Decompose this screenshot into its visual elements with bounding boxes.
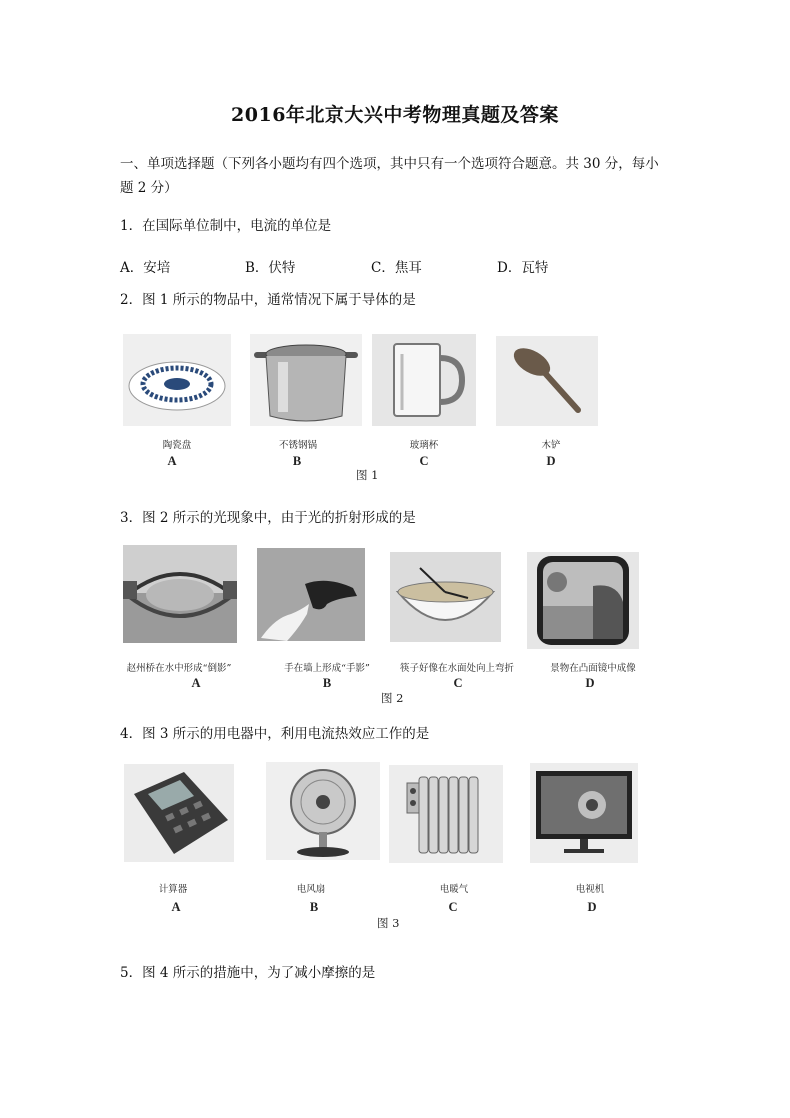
q5-stem: 5．图 4 所示的措施中，为了减小摩擦的是 — [120, 965, 376, 981]
television-image — [530, 763, 638, 863]
chopsticks-bowl-image — [390, 552, 501, 642]
q4-letter-b: B — [309, 900, 319, 914]
oil-heater-image — [389, 765, 503, 863]
q2-letter-c: C — [419, 454, 429, 468]
bridge-reflection-image — [123, 545, 237, 643]
glass-cup-image — [372, 334, 476, 426]
q1-option-c: C．焦耳 — [371, 260, 422, 276]
q1-option-b: B．伏特 — [245, 260, 296, 276]
q3-caption-d: 景物在凸面镜中成像 — [550, 663, 636, 674]
q3-letter-d: D — [585, 676, 595, 690]
q3-letter-b: B — [322, 676, 332, 690]
section-heading-line1: 一、单项选择题（下列各小题均有四个选项，其中只有一个选项符合题意。共 30 分，每小 — [120, 156, 659, 172]
figure-1-label: 图 1 — [356, 468, 379, 482]
q4-letter-c: C — [448, 900, 458, 914]
q4-letter-d: D — [587, 900, 597, 914]
q4-letter-a: A — [171, 900, 181, 914]
q1-stem: 1．在国际单位制中，电流的单位是 — [120, 218, 332, 234]
q2-letter-d: D — [546, 454, 556, 468]
page-title: 2016年北京大兴中考物理真题及答案 — [231, 104, 559, 126]
q1-option-a: A．安培 — [120, 260, 171, 276]
figure-3-label: 图 3 — [377, 916, 400, 930]
q4-caption-b: 电风扇 — [296, 884, 326, 895]
figure-2-label: 图 2 — [381, 691, 404, 705]
q2-stem: 2．图 1 所示的物品中，通常情况下属于导体的是 — [120, 292, 416, 308]
wooden-spatula-image — [496, 336, 598, 426]
q3-stem: 3．图 2 所示的光现象中，由于光的折射形成的是 — [120, 510, 416, 526]
q3-caption-a: 赵州桥在水中形成“倒影” — [126, 663, 232, 674]
q4-caption-d: 电视机 — [575, 884, 605, 895]
electric-fan-image — [266, 762, 380, 860]
ceramic-plate-image — [123, 334, 231, 426]
convex-mirror-image — [527, 552, 639, 649]
q3-caption-b: 手在墙上形成“手影” — [284, 663, 370, 674]
q3-letter-c: C — [453, 676, 463, 690]
q2-letter-a: A — [167, 454, 177, 468]
q3-caption-c: 筷子好像在水面处向上弯折 — [399, 663, 514, 674]
q2-caption-c: 玻璃杯 — [409, 440, 439, 451]
q2-caption-a: 陶瓷盘 — [162, 440, 192, 451]
q1-option-d: D．瓦特 — [497, 260, 549, 276]
steel-pot-image — [250, 334, 362, 426]
q4-caption-c: 电暖气 — [439, 884, 469, 895]
q4-caption-a: 计算器 — [158, 884, 188, 895]
calculator-image — [124, 764, 234, 862]
q2-caption-d: 木铲 — [541, 440, 561, 451]
hand-shadow-image — [257, 548, 365, 641]
q3-letter-a: A — [191, 676, 201, 690]
section-heading-line2: 题 2 分） — [120, 180, 178, 196]
q4-stem: 4．图 3 所示的用电器中，利用电流热效应工作的是 — [120, 726, 430, 742]
q2-letter-b: B — [292, 454, 302, 468]
q2-caption-b: 不锈钢锅 — [278, 440, 317, 451]
